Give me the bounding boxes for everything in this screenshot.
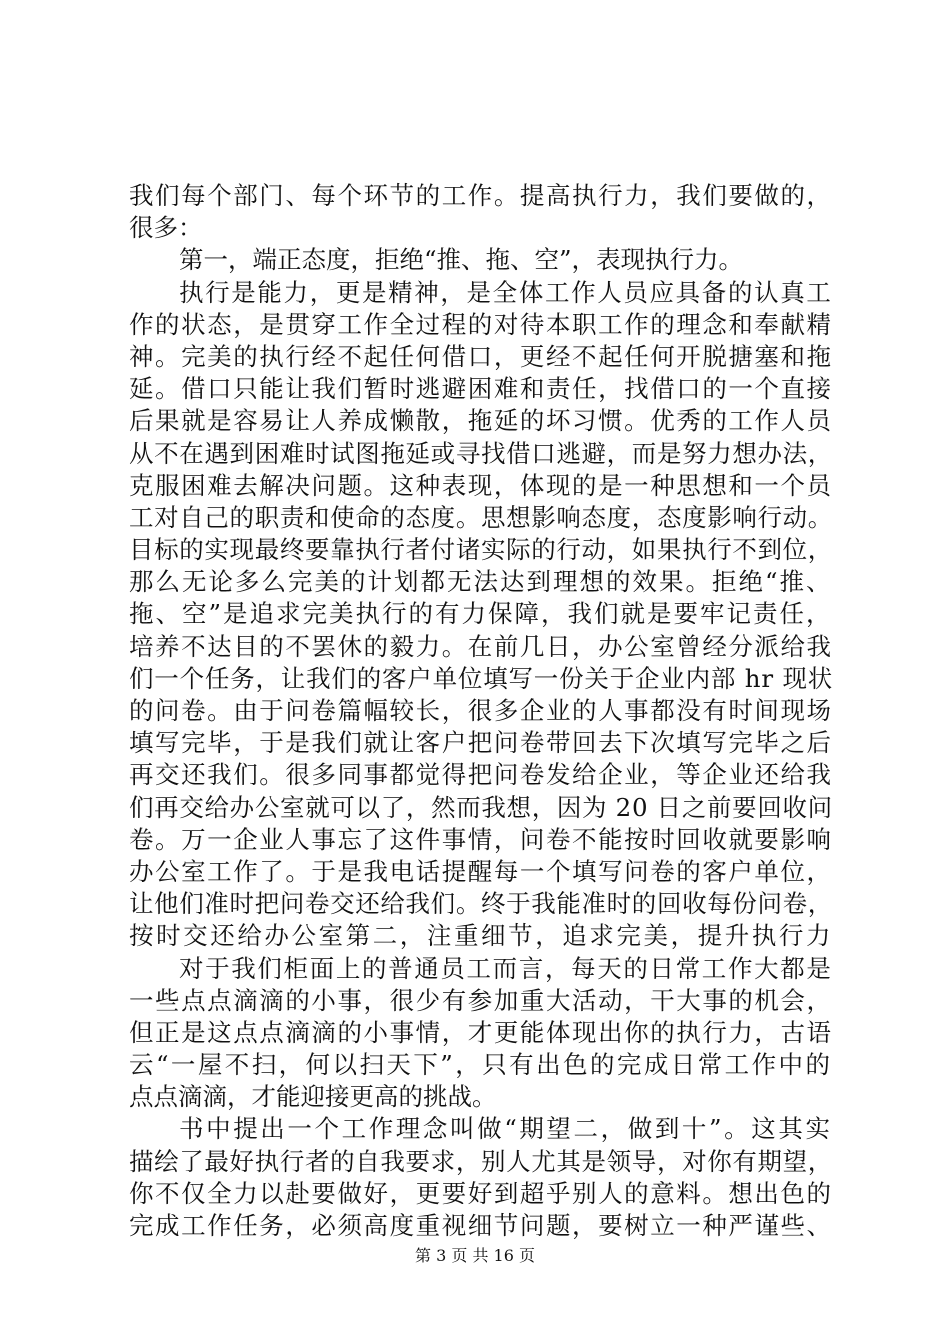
- text-line: 云“一屋不扫，何以扫天下”，只有出色的完成日常工作中的: [129, 1050, 833, 1080]
- text-line: 很多：: [129, 213, 203, 243]
- text-line: 目标的实现最终要靠执行者付诸实际的行动，如果执行不到位，: [129, 535, 833, 565]
- text-line: 一些点点滴滴的小事，很少有参加重大活动，干大事的机会，: [129, 985, 833, 1015]
- text-line: 我们每个部门、每个环节的工作。提高执行力，我们要做的，: [129, 181, 833, 210]
- text-line: 让他们准时把问卷交还给我们。终于我能准时的回收每份问卷，: [129, 889, 833, 919]
- text-line: 的问卷。由于问卷篇幅较长，很多企业的人事都没有时间现场: [129, 696, 833, 725]
- text-line: 们再交给办公室就可以了，然而我想，因为 20 日之前要回收问: [129, 792, 833, 822]
- body-text: [129, 180, 833, 1242]
- text-line: 完成工作任务，必须高度重视细节问题，要树立一种严谨些、: [129, 1211, 833, 1240]
- text-line: 描绘了最好执行者的自我要求，别人尤其是领导，对你有期望，: [129, 1146, 833, 1176]
- text-line: 办公室工作了。于是我电话提醒每一个填写问卷的客户单位，: [129, 856, 833, 886]
- text-line: 工对自己的职责和使命的态度。思想影响态度，态度影响行动。: [129, 502, 833, 532]
- text-line: 按时交还给办公室第二，注重细节，追求完美，提升执行力: [129, 921, 834, 951]
- text-line: 再交还我们。很多同事都觉得把问卷发给企业，等企业还给我: [129, 760, 833, 790]
- text-line: 填写完毕，于是我们就让客户把问卷带回去下次填写完毕之后: [129, 728, 833, 758]
- text-line: 执行是能力，更是精神，是全体工作人员应具备的认真工: [179, 277, 833, 307]
- text-line: 卷。万一企业人事忘了这件事情，问卷不能按时回收就要影响: [129, 824, 833, 854]
- text-line: 拖、空”是追求完美执行的有力保障，我们就是要牢记责任，: [129, 599, 833, 629]
- text-line: 那么无论多么完美的计划都无法达到理想的效果。拒绝“推、: [129, 567, 833, 597]
- text-line: 从不在遇到困难时试图拖延或寻找借口逃避，而是努力想办法，: [129, 438, 833, 468]
- text-line: 延。借口只能让我们暂时逃避困难和责任，找借口的一个直接: [129, 374, 833, 404]
- text-line: 神。完美的执行经不起任何借口，更经不起任何开脱搪塞和拖: [129, 341, 833, 371]
- text-line: 你不仅全力以赴要做好，更要好到超乎别人的意料。想出色的: [129, 1178, 833, 1208]
- text-line: 们一个任务，让我们的客户单位填写一份关于企业内部 hr 现状: [129, 663, 834, 693]
- page-footer: 第 3 页 共 16 页: [415, 1246, 535, 1265]
- text-line: 克服困难去解决问题。这种表现，体现的是一种思想和一个员: [129, 470, 833, 500]
- text-line: 点点滴滴，才能迎接更高的挑战。: [129, 1082, 497, 1112]
- text-line: 作的状态，是贯穿工作全过程的对待本职工作的理念和奉献精: [129, 309, 833, 339]
- text-line: 但正是这点点滴滴的小事情，才更能体现出你的执行力，古语: [129, 1017, 833, 1047]
- text-line: 后果就是容易让人养成懒散，拖延的坏习惯。优秀的工作人员: [129, 406, 833, 436]
- text-line: 对于我们柜面上的普通员工而言，每天的日常工作大都是: [179, 953, 833, 983]
- text-line: 培养不达目的不罢休的毅力。在前几日，办公室曾经分派给我: [129, 631, 833, 661]
- text-line: 第一，端正态度，拒绝“推、拖、空”，表现执行力。: [179, 245, 744, 275]
- text-line: 书中提出一个工作理念叫做“期望二，做到十”。这其实: [179, 1114, 833, 1144]
